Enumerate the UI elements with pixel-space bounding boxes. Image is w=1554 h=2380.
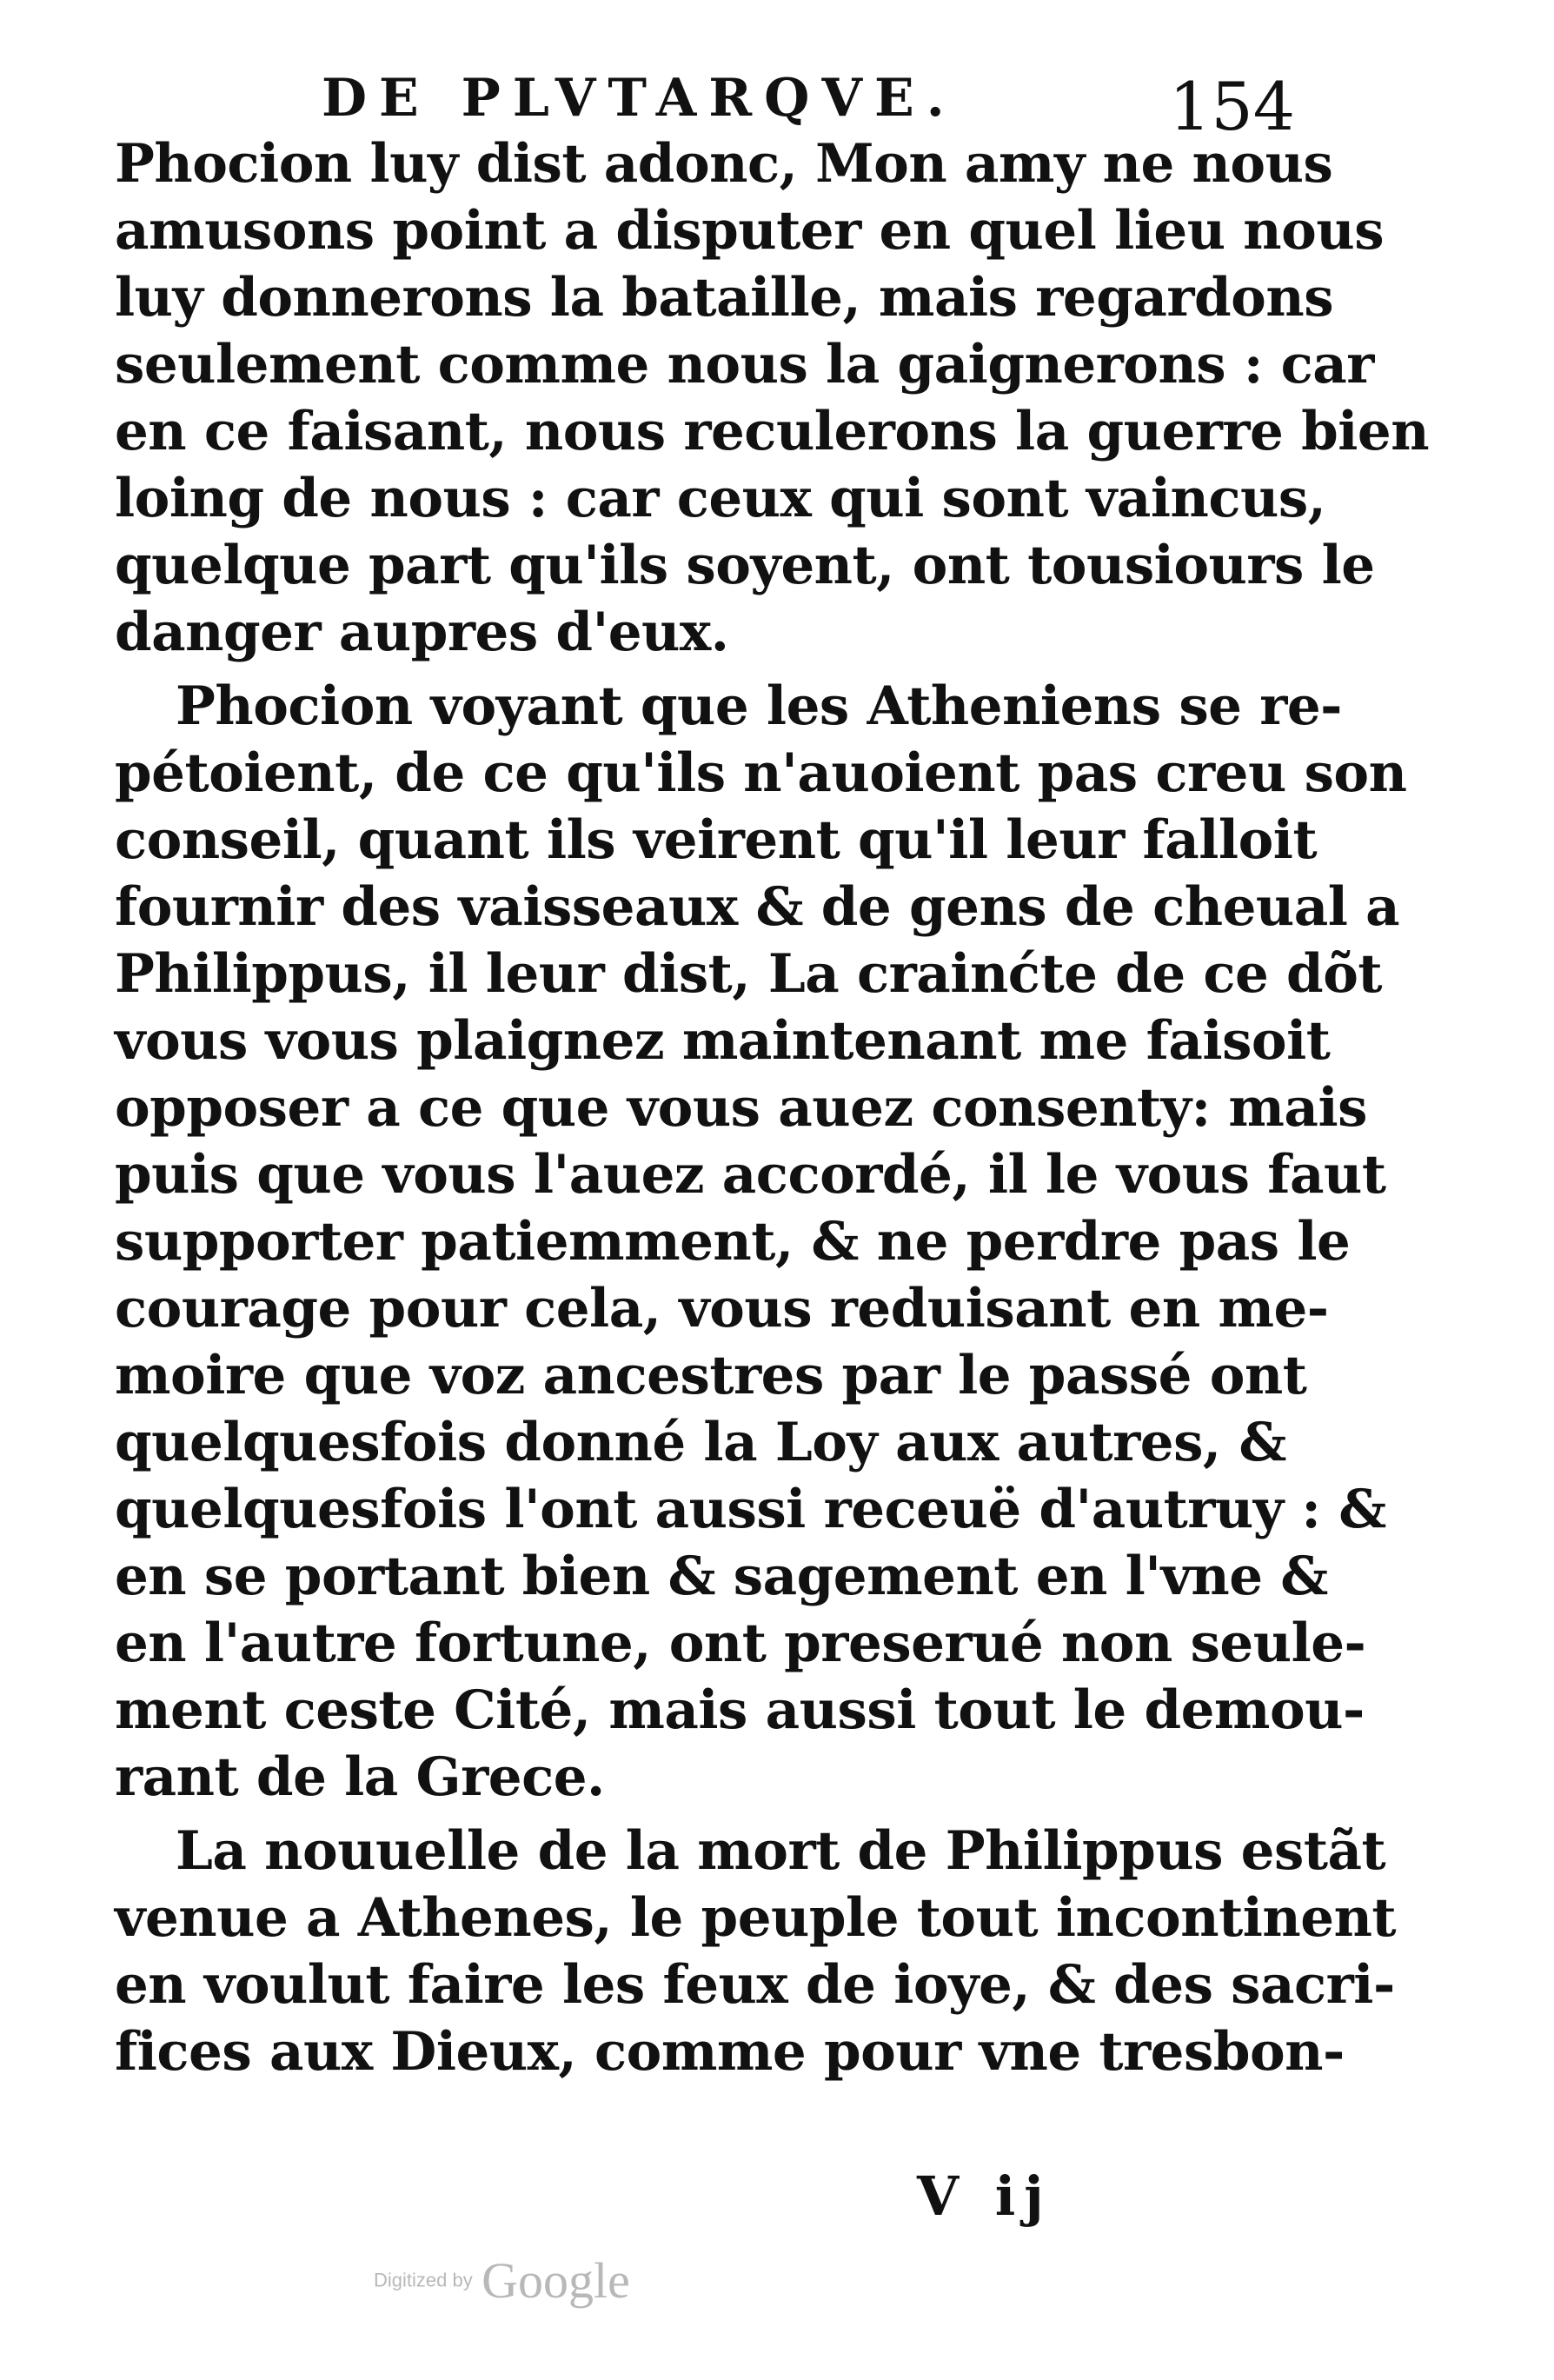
- text-line: opposer a ce que vous auez consenty: mais: [115, 1077, 1367, 1139]
- text-line: puis que vous l'auez accordé, il le vous faut: [115, 1144, 1386, 1206]
- text-line: fices aux Dieux, comme pour vne tresbon-: [115, 2021, 1345, 2083]
- paragraph-2: [115, 673, 1407, 1811]
- text-line: conseil, quant ils veirent qu'il leur falloit: [115, 809, 1318, 871]
- text-line: en ce faisant, nous reculerons la guerre bien: [115, 401, 1430, 462]
- text-line: ment ceste Cité, mais aussi tout le demou-: [115, 1679, 1365, 1741]
- digitization-watermark: [374, 2251, 630, 2310]
- text-line: supporter patiemment, & ne perdre pas le: [115, 1211, 1351, 1273]
- text-line: danger aupres d'eux.: [115, 602, 729, 663]
- text-line: en voulut faire les feux de ioye, & des sacri-: [115, 1954, 1395, 2016]
- page-number: 154: [1169, 68, 1296, 145]
- text-line: rant de la Grece.: [115, 1746, 605, 1808]
- text-line: La nouuelle de la mort de Philippus estãt: [176, 1820, 1386, 1882]
- text-line: moire que voz ancestres par le passé ont: [115, 1345, 1307, 1406]
- text-line: en se portant bien & sagement en l'vne &: [115, 1546, 1328, 1607]
- paragraph-1: [115, 130, 1430, 666]
- text-line: venue a Athenes, le peuple tout incontinent: [115, 1887, 1397, 1949]
- text-line: quelquesfois l'ont aussi receuë d'autruy : &: [115, 1479, 1386, 1540]
- text-line: Philippus, il leur dist, La crainćte de ce dõt: [115, 943, 1383, 1005]
- text-line: Phocion voyant que les Atheniens se re-: [176, 675, 1342, 737]
- text-line: luy donnerons la bataille, mais regardons: [115, 267, 1334, 329]
- text-line: Phocion luy dist adonc, Mon amy ne nous: [115, 133, 1333, 195]
- text-line: seulement comme nous la gaignerons : car: [115, 334, 1374, 396]
- text-line: vous vous plaignez maintenant me faisoit: [115, 1010, 1331, 1072]
- text-line: quelque part qu'ils soyent, ont tousiours le: [115, 535, 1375, 596]
- text-line: pétoient, de ce qu'ils n'auoient pas creu son: [115, 742, 1407, 804]
- signature-mark: V ij: [917, 2164, 1053, 2228]
- paragraph-3: [115, 1818, 1397, 2085]
- text-line: quelquesfois donné la Loy aux autres, &: [115, 1412, 1286, 1473]
- text-line: en l'autre fortune, ont preserué non seule-: [115, 1612, 1366, 1674]
- google-logo: Google: [481, 2252, 630, 2309]
- text-line: fournir des vaisseaux & de gens de cheual a: [115, 876, 1400, 938]
- body-text: [115, 130, 1430, 2092]
- text-line: amusons point a disputer en quel lieu nous: [115, 200, 1385, 262]
- watermark-prefix: Digitized by: [374, 2269, 473, 2291]
- running-title: DE PLVTARQVE.: [322, 68, 957, 129]
- text-line: loing de nous : car ceux qui sont vaincus,: [115, 468, 1326, 529]
- text-line: courage pour cela, vous reduisant en me-: [115, 1278, 1329, 1340]
